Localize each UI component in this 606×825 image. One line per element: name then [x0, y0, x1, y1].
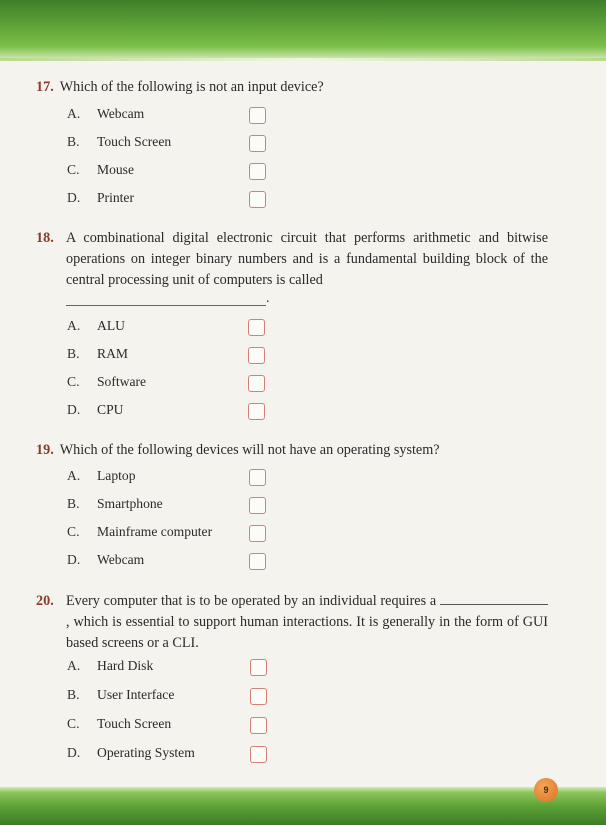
q18-option-d-checkbox[interactable]	[248, 403, 265, 420]
q18-option-b-checkbox[interactable]	[248, 347, 265, 364]
q17-option-b-checkbox[interactable]	[249, 135, 266, 152]
q18-option-b: B. RAM	[67, 346, 128, 361]
q19-option-a-checkbox[interactable]	[249, 469, 266, 486]
question-number: 17.	[36, 79, 54, 95]
q18-option-a-checkbox[interactable]	[248, 319, 265, 336]
q19-option-c-checkbox[interactable]	[249, 525, 266, 542]
q17-option-c: C. Mouse	[67, 162, 135, 177]
question-18	[36, 228, 548, 291]
q17-option-b: B. Touch Screen	[67, 134, 172, 149]
q20-option-c: C. Touch Screen	[67, 716, 172, 731]
q20-option-b-checkbox[interactable]	[250, 688, 267, 705]
q17-option-d-checkbox[interactable]	[249, 191, 266, 208]
q20-option-a-checkbox[interactable]	[250, 659, 267, 676]
question-20	[36, 591, 548, 654]
q19-option-d-checkbox[interactable]	[249, 553, 266, 570]
q20-answer-blank	[440, 592, 548, 605]
question-17	[36, 77, 556, 97]
question-text-after: , which is essential to support human interactions. It is generally in the form of GUI based screens or a CLI.	[66, 614, 548, 651]
question-text: Which of the following is not an input device?	[59, 79, 324, 95]
page-number-badge: 9	[534, 778, 558, 802]
question-number: 20.	[36, 593, 54, 609]
q18-answer-blank	[66, 305, 266, 306]
q19-option-a: A. Laptop	[67, 468, 136, 483]
footer-green-band	[0, 787, 606, 825]
q19-option-b: B. Smartphone	[67, 496, 163, 511]
q17-option-a: A. Webcam	[67, 106, 145, 121]
q18-option-c-checkbox[interactable]	[248, 375, 265, 392]
q19-option-d: D. Webcam	[67, 552, 145, 567]
q18-option-c: C. Software	[67, 374, 147, 389]
question-text: Which of the following devices will not have an operating system?	[59, 442, 440, 458]
q19-option-c: C. Mainframe computer	[67, 524, 213, 539]
question-text-before: Every computer that is to be operated by an individual requires a	[66, 593, 437, 609]
q20-option-d-checkbox[interactable]	[250, 746, 267, 763]
q17-option-a-checkbox[interactable]	[249, 107, 266, 124]
q20-option-c-checkbox[interactable]	[250, 717, 267, 734]
question-text: A combinational digital electronic circuit that performs arithmetic and bitwise operations on integer binary numbers and is a fundamental building block of the central processing unit of computers is called	[66, 230, 548, 288]
q18-blank-suffix: .	[266, 291, 270, 306]
q20-option-b: B. User Interface	[67, 687, 175, 702]
header-green-band	[0, 0, 606, 58]
q18-option-a: A. ALU	[67, 318, 125, 333]
q17-option-c-checkbox[interactable]	[249, 163, 266, 180]
question-number: 18.	[36, 230, 54, 246]
q18-option-d: D. CPU	[67, 402, 124, 417]
q17-option-d: D. Printer	[67, 190, 134, 205]
q19-option-b-checkbox[interactable]	[249, 497, 266, 514]
q20-option-a: A. Hard Disk	[67, 658, 154, 673]
question-number: 19.	[36, 442, 54, 458]
q20-option-d: D. Operating System	[67, 745, 195, 760]
question-19	[36, 440, 556, 460]
header-divider	[0, 58, 606, 61]
